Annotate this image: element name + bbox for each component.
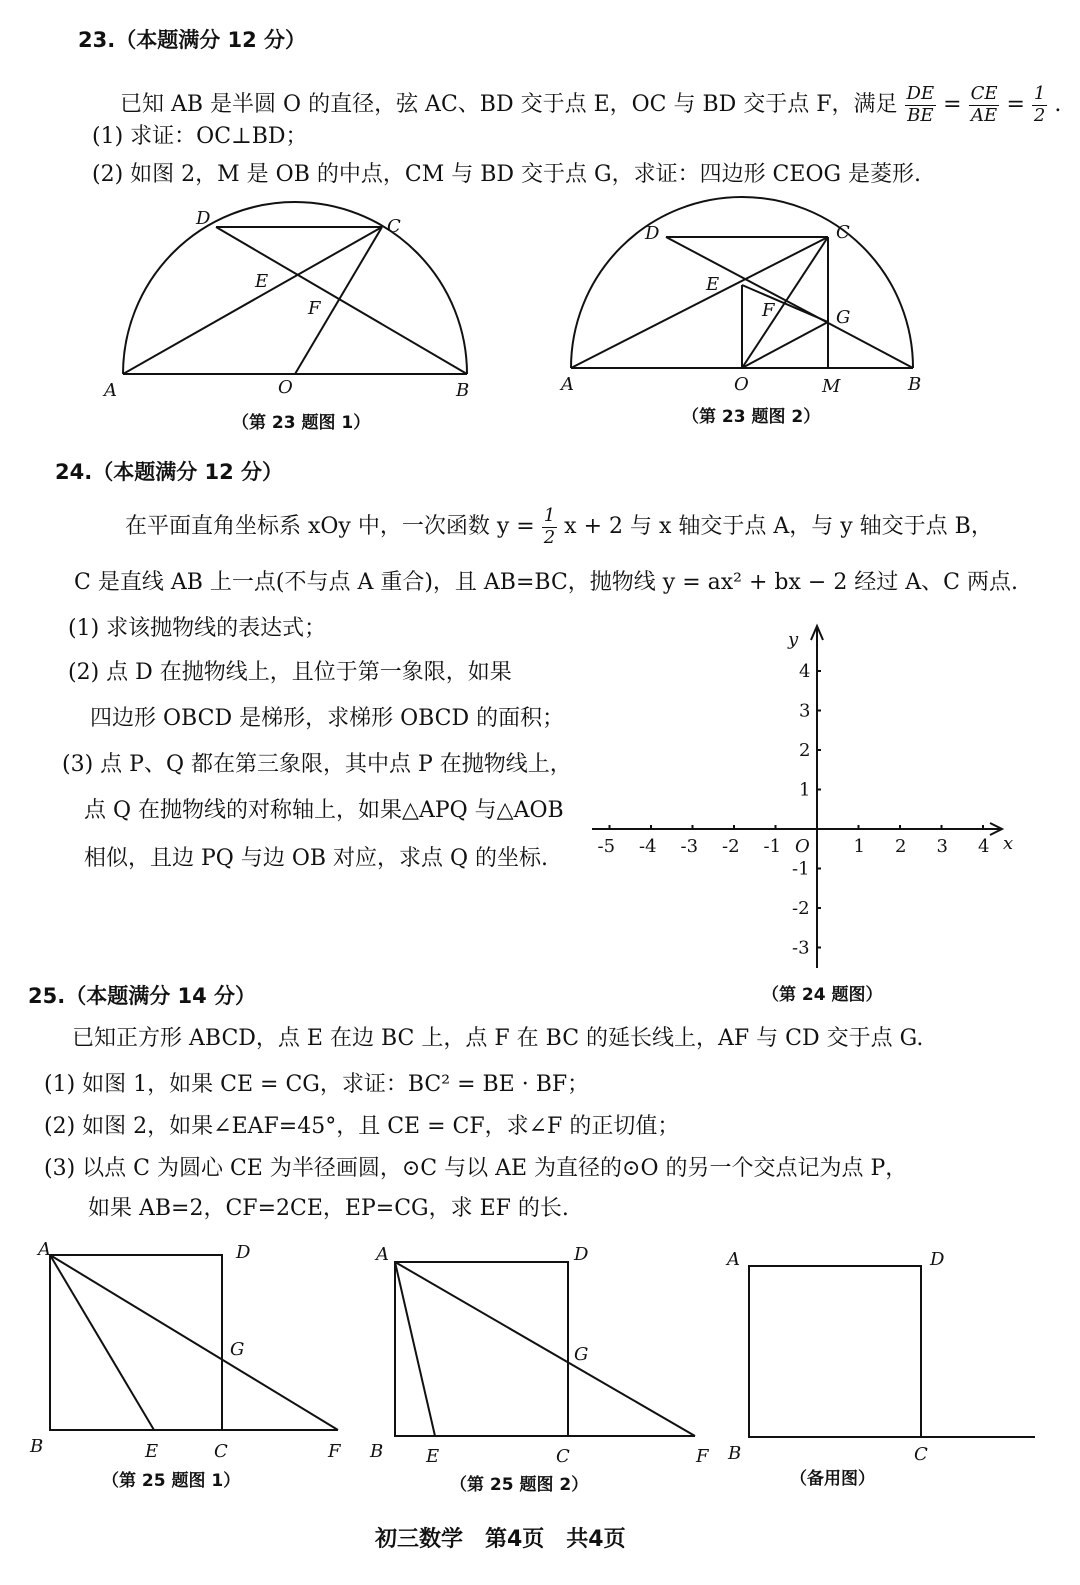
- q23-fig2-label-o: O: [734, 374, 749, 395]
- x-tick-label: 2: [895, 836, 907, 857]
- q25-fig2-label-d: D: [574, 1244, 589, 1265]
- q23-fig2-caption: （第 23 题图 2）: [682, 407, 821, 427]
- y-tick-label: 2: [799, 740, 811, 761]
- x-tick-label: -3: [680, 836, 699, 857]
- q25-fig2-label-e: E: [426, 1446, 440, 1467]
- q23-fraction-one-half: $\frac{1}{2}$: [1033, 83, 1046, 126]
- q24-line2: C 是直线 AB 上一点(不与点 A 重合)，且 AB=BC，抛物线 y = ax² + bx − 2 经过 A、C 两点.: [74, 570, 1019, 595]
- q24-line1: 在平面直角坐标系 xOy 中，一次函数 y = $\frac{1}{2}$ x + 2 与 x 轴交于点 A，与 y 轴交于点 B，: [125, 505, 993, 548]
- q23-fig1-label-f: F: [308, 298, 321, 319]
- x-tick-label: 3: [936, 836, 948, 857]
- q24-axis-x-label: x: [1003, 833, 1014, 854]
- q25-fig1-label-d: D: [236, 1242, 251, 1263]
- q25-fig3-caption: （备用图）: [790, 1469, 875, 1489]
- q25-fig2-label-b: B: [370, 1441, 384, 1462]
- q23-fig2-label-b: B: [908, 374, 922, 395]
- q25-fig1-label-a: A: [38, 1239, 51, 1260]
- x-tick-label: 1: [853, 836, 865, 857]
- q25-fig2-caption: （第 25 题图 2）: [450, 1475, 589, 1495]
- q23-fraction-de-be: $\frac{DE}{BE}$: [906, 83, 935, 126]
- q24-heading: 24.（本题满分 12 分）: [55, 460, 284, 484]
- q23-fig1-label-b: B: [456, 380, 470, 401]
- q23-fig2-label-d: D: [645, 223, 660, 244]
- q24-origin-label: O: [795, 836, 810, 857]
- q25-fig1-label-c: C: [214, 1441, 228, 1462]
- q25-part1: (1) 如图 1，如果 CE = CG，求证：BC² = BE · BF；: [44, 1072, 590, 1097]
- q25-part3b: 如果 AB=2，CF=2CE，EP=CG，求 EF 的长.: [88, 1196, 569, 1221]
- q24-part2b: 四边形 OBCD 是梯形，求梯形 OBCD 的面积；: [90, 706, 565, 731]
- y-tick-label: -3: [792, 937, 810, 959]
- q23-fig2-label-g: G: [836, 307, 851, 328]
- q25-fig3-label-a: A: [727, 1249, 740, 1270]
- q23-intro-text: 已知 AB 是半圆 O 的直径，弦 AC、BD 交于点 E，OC 与 BD 交于点 F，满足: [120, 92, 898, 118]
- x-tick-label: -4: [639, 836, 657, 857]
- x-tick-label: -2: [722, 836, 740, 857]
- q25-fig1-label-e: E: [145, 1441, 159, 1462]
- y-tick-label: 1: [799, 779, 811, 801]
- q23-part1: (1) 求证：OC⊥BD；: [92, 124, 308, 149]
- q25-fig1-label-g: G: [230, 1339, 245, 1360]
- q25-fig3-label-c: C: [914, 1444, 928, 1465]
- q25-part2: (2) 如图 2，如果∠EAF=45°，且 CE = CF，求∠F 的正切值；: [44, 1114, 680, 1139]
- q24-part3b: 点 Q 在抛物线的对称轴上，如果△APQ 与△AOB: [84, 798, 564, 823]
- q25-fig2-label-a: A: [376, 1244, 389, 1265]
- q23-heading: 23.（本题满分 12 分）: [78, 28, 307, 52]
- q25-heading: 25.（本题满分 14 分）: [28, 984, 257, 1008]
- q23-fig2-label-a: A: [561, 374, 574, 395]
- q25-fig2-label-c: C: [556, 1446, 570, 1467]
- q23-fig2-label-f: F: [762, 300, 775, 321]
- y-tick-label: -2: [792, 898, 810, 919]
- q23-fig2-label-c: C: [836, 222, 850, 243]
- q24-part2a: (2) 点 D 在抛物线上，且位于第一象限，如果: [68, 660, 512, 685]
- q23-fraction-ce-ae: $\frac{CE}{AE}$: [970, 83, 998, 126]
- q24-part3c: 相似，且边 PQ 与边 OB 对应，求点 Q 的坐标.: [84, 846, 549, 871]
- q23-fig1-label-c: C: [387, 216, 401, 237]
- q25-fig2-label-g: G: [574, 1344, 589, 1365]
- q25-fig1-caption: （第 25 题图 1）: [102, 1471, 241, 1491]
- q24-caption: （第 24 题图）: [762, 985, 883, 1005]
- q23-part2: (2) 如图 2，M 是 OB 的中点，CM 与 BD 交于点 G，求证：四边形 CEOG 是菱形.: [92, 162, 922, 187]
- q25-fig1-label-b: B: [30, 1436, 44, 1457]
- q23-fig1-label-e: E: [255, 271, 269, 292]
- x-tick-label: -1: [763, 836, 782, 857]
- q24-part3a: (3) 点 P、Q 都在第三象限，其中点 P 在抛物线上，: [62, 752, 572, 777]
- q25-part3a: (3) 以点 C 为圆心 CE 为半径画圆，⊙C 与以 AE 为直径的⊙O 的另一个交点记为点 P，: [44, 1156, 908, 1181]
- q24-fraction-one-half: $\frac{1}{2}$: [543, 505, 556, 548]
- q23-fig1-caption: （第 23 题图 1）: [232, 413, 371, 433]
- q25-fig3-label-b: B: [728, 1443, 742, 1464]
- x-tick-label: -5: [597, 836, 616, 857]
- q24-part1: (1) 求该抛物线的表达式；: [68, 616, 327, 641]
- q24-axis-y-label: y: [788, 629, 799, 650]
- q23-fig1-label-d: D: [196, 208, 211, 229]
- q23-intro-line: 已知 AB 是半圆 O 的直径，弦 AC、BD 交于点 E，OC 与 BD 交于点 F，满足 $\frac{DE}{BE}$ = $\frac{CE}{AE}$ = $\frac{1}{2}$ .: [120, 83, 1062, 126]
- y-tick-label: 3: [799, 700, 811, 722]
- q23-fig2-label-m: M: [822, 376, 841, 397]
- y-tick-label: 4: [799, 661, 811, 682]
- q25-fig3-label-d: D: [930, 1249, 945, 1270]
- q25-fig3-square: [749, 1266, 921, 1437]
- q23-fig2-label-e: E: [706, 274, 720, 295]
- q25-fig1-label-f: F: [328, 1441, 341, 1462]
- page-footer: 初三数学 第4页 共4页: [375, 1527, 626, 1552]
- x-tick-label: 4: [978, 836, 990, 857]
- y-tick-label: -1: [792, 858, 810, 880]
- q25-intro: 已知正方形 ABCD，点 E 在边 BC 上，点 F 在 BC 的延长线上，AF 与 CD 交于点 G.: [72, 1026, 924, 1051]
- q23-fig1-label-o: O: [278, 377, 293, 398]
- q25-fig2-label-f: F: [696, 1446, 709, 1467]
- q23-fig1-label-a: A: [104, 380, 117, 401]
